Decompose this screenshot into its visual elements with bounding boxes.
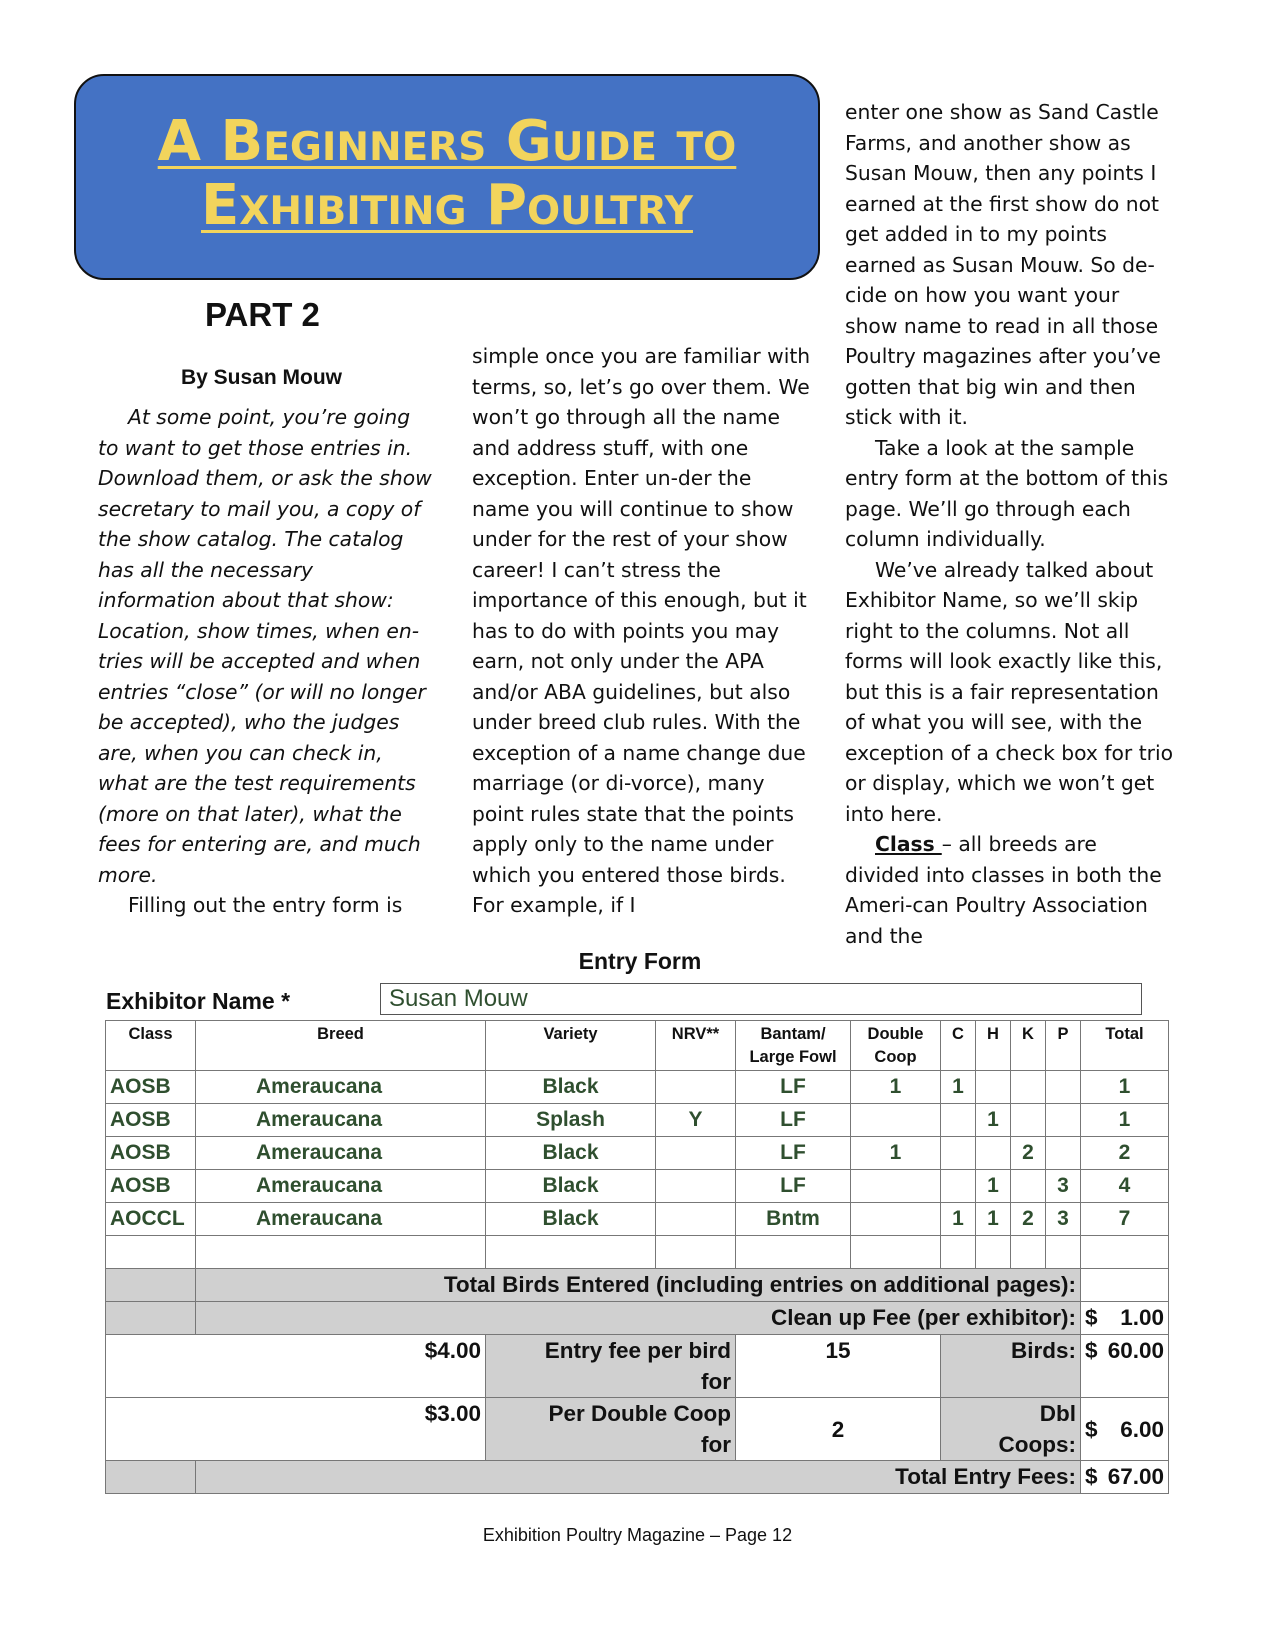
byline: By Susan Mouw <box>181 366 343 389</box>
cell-k <box>1011 1170 1046 1203</box>
article-column-2 <box>472 341 812 921</box>
table-row <box>106 1071 1169 1104</box>
class-definition: – all breeds are divided into classes in both the Ameri-can Poultry Association and the <box>845 832 1162 948</box>
cell-h: 1 <box>976 1104 1011 1137</box>
paragraph: Filling out the entry form is <box>128 893 403 917</box>
cell-k <box>1011 1071 1046 1104</box>
cell-dbl <box>851 1104 941 1137</box>
bird-fee-label: Entry fee per bird for <box>486 1335 736 1398</box>
cell-total: 1 <box>1081 1071 1169 1104</box>
coop-fee-price: $3.00 <box>106 1398 486 1461</box>
class-term: Class <box>875 832 942 856</box>
header-bantam: Bantam/ Large Fowl <box>736 1021 851 1071</box>
total-birds-row <box>106 1269 1169 1302</box>
cell-variety: Black <box>486 1137 656 1170</box>
header-h: H <box>976 1021 1011 1071</box>
title-line-1: A Beginners Guide to <box>157 109 737 174</box>
empty-row <box>106 1236 1169 1269</box>
cell-size: LF <box>736 1104 851 1137</box>
cell-cls: AOSB <box>106 1137 196 1170</box>
cell-dbl <box>851 1203 941 1236</box>
total-fees-row <box>106 1461 1169 1494</box>
cell-size: LF <box>736 1137 851 1170</box>
cleanup-fee-label: Clean up Fee (per exhibitor): <box>196 1302 1081 1335</box>
paragraph <box>845 829 1175 951</box>
header-total: Total <box>1081 1021 1169 1071</box>
article-title <box>76 110 818 238</box>
header-variety: Variety <box>486 1021 656 1071</box>
cell-h: 1 <box>976 1170 1011 1203</box>
cell-total: 1 <box>1081 1104 1169 1137</box>
article-column-3 <box>845 97 1175 951</box>
cell-k <box>1011 1104 1046 1137</box>
table-header-row <box>106 1021 1169 1071</box>
cell-size: LF <box>736 1071 851 1104</box>
total-birds-value[interactable] <box>1081 1269 1169 1302</box>
coop-fee-label: Per Double Coop for <box>486 1398 736 1461</box>
cell-dbl <box>851 1170 941 1203</box>
cell-size: LF <box>736 1170 851 1203</box>
cell-variety: Black <box>486 1071 656 1104</box>
total-fees-label: Total Entry Fees: <box>196 1461 1081 1494</box>
cell-variety: Black <box>486 1170 656 1203</box>
header-breed: Breed <box>196 1021 486 1071</box>
cell-variety: Black <box>486 1203 656 1236</box>
cell-p: 3 <box>1046 1203 1081 1236</box>
cell-nrv <box>656 1203 736 1236</box>
total-fees-amount: $ 67.00 <box>1081 1461 1169 1494</box>
table-row <box>106 1170 1169 1203</box>
paragraph: enter one show as Sand Castle Farms, and another show as Susan Mouw, then any points I earned at the first show do not get added in to my points earned as Susan Mouw. So de-cide on how you want your show name to read in all those Poultry magazines after you’ve gotten that big win and then stick with it. <box>845 100 1161 429</box>
total-birds-label: Total Birds Entered (including entries on additional pages): <box>196 1269 1081 1302</box>
cell-size: Bntm <box>736 1203 851 1236</box>
entry-form-title: Entry Form <box>578 948 702 974</box>
header-p: P <box>1046 1021 1081 1071</box>
cell-c <box>941 1137 976 1170</box>
cell-dbl: 1 <box>851 1071 941 1104</box>
cell-k: 2 <box>1011 1203 1046 1236</box>
cell-cls: AOSB <box>106 1071 196 1104</box>
table-row <box>106 1203 1169 1236</box>
birds-amount: $ 60.00 <box>1081 1335 1169 1398</box>
header-k: K <box>1011 1021 1046 1071</box>
paragraph: simple once you are familiar with terms, so, let’s go over them. We won’t go through all the name and address stuff, with one exception. Enter un-der the name you will continue to show under for the rest of your show career! I can’t stress the importance of this enough, but it has to do with points you may earn, not only under the APA and/or ABA guidelines, but also under breed club rules. With the exception of a name change due marriage (or di-vorce), many point rules state that the points apply only to the name under which you entered those birds. For example, if I <box>472 344 811 917</box>
cell-breed: Ameraucana <box>196 1104 486 1137</box>
cell-total: 4 <box>1081 1170 1169 1203</box>
cell-p <box>1046 1104 1081 1137</box>
exhibitor-name-label: Exhibitor Name * <box>106 988 291 1014</box>
bird-count: 15 <box>736 1335 941 1398</box>
cell-p: 3 <box>1046 1170 1081 1203</box>
cell-nrv <box>656 1071 736 1104</box>
paragraph: We’ve already talked about Exhibitor Name, so we’ll skip right to the columns. Not all forms will look exactly like this, but this is a fair representation of what you will see, with the exception of a check box for trio or display, which we won’t get into here. <box>845 557 1174 826</box>
cell-p <box>1046 1071 1081 1104</box>
part-heading: PART 2 <box>205 296 320 333</box>
cell-total: 2 <box>1081 1137 1169 1170</box>
header-nrv: NRV** <box>656 1021 736 1071</box>
intro-paragraph: At some point, you’re going to want to get those entries in. Download them, or ask the show secretary to mail you, a copy of the show catalog. The catalog has all the necessary information about that show: Location, show times, when en-tries will be accepted and when entries “close” (or will no longer be accepted), who the judges are, when you can check in, what are the test requirements (more on that later), what the fees for entering are, and much more. <box>98 405 432 887</box>
cell-nrv <box>656 1137 736 1170</box>
cleanup-fee-amount: $ 1.00 <box>1081 1302 1169 1335</box>
cell-breed: Ameraucana <box>196 1071 486 1104</box>
cell-breed: Ameraucana <box>196 1170 486 1203</box>
article-column-1 <box>98 402 433 921</box>
cell-cls: AOSB <box>106 1104 196 1137</box>
birds-label: Birds: <box>941 1335 1081 1398</box>
coops-amount: $ 6.00 <box>1081 1398 1169 1461</box>
bird-fee-row <box>106 1335 1169 1398</box>
bird-fee-price: $4.00 <box>106 1335 486 1398</box>
cell-c <box>941 1104 976 1137</box>
cell-variety: Splash <box>486 1104 656 1137</box>
cleanup-fee-row <box>106 1302 1169 1335</box>
exhibitor-name-field[interactable]: Susan Mouw <box>380 983 1142 1015</box>
cell-c: 1 <box>941 1203 976 1236</box>
paragraph: Take a look at the sample entry form at the bottom of this page. We’ll go through each column individually. <box>845 435 1169 551</box>
cell-dbl: 1 <box>851 1137 941 1170</box>
cell-cls: AOCCL <box>106 1203 196 1236</box>
cell-breed: Ameraucana <box>196 1203 486 1236</box>
cell-k: 2 <box>1011 1137 1046 1170</box>
header-double-coop: Double Coop <box>851 1021 941 1071</box>
cell-h <box>976 1137 1011 1170</box>
cell-breed: Ameraucana <box>196 1137 486 1170</box>
table-row <box>106 1104 1169 1137</box>
page-footer: Exhibition Poultry Magazine – Page 12 <box>482 1525 793 1545</box>
header-c: C <box>941 1021 976 1071</box>
cell-h: 1 <box>976 1203 1011 1236</box>
cell-h <box>976 1071 1011 1104</box>
coops-label: Dbl Coops: <box>941 1398 1081 1461</box>
title-line-2: Exhibiting Poultry <box>201 173 693 238</box>
cell-p <box>1046 1137 1081 1170</box>
entry-form-table <box>105 1020 1169 1494</box>
coop-fee-row <box>106 1398 1169 1461</box>
coop-count: 2 <box>736 1398 941 1461</box>
title-banner <box>74 74 820 280</box>
cell-total: 7 <box>1081 1203 1169 1236</box>
cell-nrv <box>656 1170 736 1203</box>
cell-c <box>941 1170 976 1203</box>
cell-c: 1 <box>941 1071 976 1104</box>
cell-nrv: Y <box>656 1104 736 1137</box>
header-class: Class <box>106 1021 196 1071</box>
table-row <box>106 1137 1169 1170</box>
cell-cls: AOSB <box>106 1170 196 1203</box>
